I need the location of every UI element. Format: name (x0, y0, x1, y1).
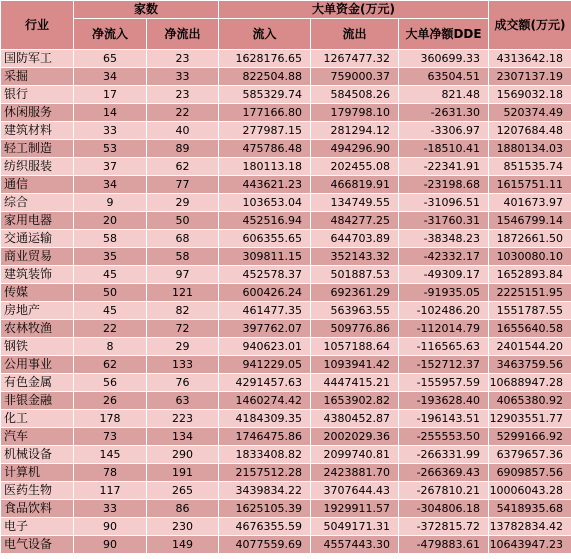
cell-turnover: 851535.74 (489, 158, 571, 176)
cell-inflow: 1746475.86 (219, 428, 311, 446)
cell-turnover: 12903551.77 (489, 410, 571, 428)
cell-net-dde: -49309.17 (399, 266, 489, 284)
cell-net-dde: -18510.41 (399, 140, 489, 158)
cell-turnover: 1615751.11 (489, 176, 571, 194)
table-row (1, 140, 571, 158)
cell-net-dde: -372815.72 (399, 518, 489, 536)
cell-industry: 机械设备 (1, 446, 74, 464)
table-row (1, 446, 571, 464)
cell-net-in-count: 37 (74, 158, 147, 176)
cell-inflow: 4077559.69 (219, 536, 311, 554)
header-net-dde: 大单净额DDE (399, 19, 489, 50)
table-row (1, 86, 571, 104)
cell-net-out-count: 223 (147, 410, 219, 428)
cell-turnover: 401673.97 (489, 194, 571, 212)
cell-turnover: 4313642.18 (489, 50, 571, 68)
cell-net-dde: -31760.31 (399, 212, 489, 230)
cell-industry: 商业贸易 (1, 248, 74, 266)
header-count-group: 家数 (74, 1, 219, 19)
cell-net-in-count: 45 (74, 302, 147, 320)
table-row (1, 230, 571, 248)
cell-net-out-count: 23 (147, 50, 219, 68)
cell-industry: 房地产 (1, 302, 74, 320)
cell-inflow: 461477.35 (219, 302, 311, 320)
cell-turnover: 3463759.56 (489, 356, 571, 374)
header-net-out-count: 净流出 (147, 19, 219, 50)
table-row (1, 518, 571, 536)
cell-net-out-count: 89 (147, 140, 219, 158)
cell-net-in-count: 58 (74, 230, 147, 248)
cell-net-dde: -23198.68 (399, 176, 489, 194)
table-row (1, 284, 571, 302)
cell-net-out-count: 63 (147, 392, 219, 410)
cell-net-out-count: 77 (147, 176, 219, 194)
cell-net-in-count: 17 (74, 86, 147, 104)
table-row (1, 356, 571, 374)
cell-net-out-count: 29 (147, 338, 219, 356)
cell-turnover: 5418935.68 (489, 500, 571, 518)
cell-net-out-count: 72 (147, 320, 219, 338)
cell-inflow: 4291457.63 (219, 374, 311, 392)
cell-turnover: 1551787.55 (489, 302, 571, 320)
header-industry: 行业 (1, 1, 74, 50)
cell-outflow: 2002029.36 (311, 428, 399, 446)
cell-net-dde: -304806.18 (399, 500, 489, 518)
cell-outflow: 281294.12 (311, 122, 399, 140)
cell-net-out-count: 230 (147, 518, 219, 536)
cell-net-out-count: 33 (147, 68, 219, 86)
cell-outflow: 179798.10 (311, 104, 399, 122)
table-row (1, 302, 571, 320)
table-row (1, 194, 571, 212)
cell-industry: 轻工制造 (1, 140, 74, 158)
cell-outflow: 1929911.57 (311, 500, 399, 518)
cell-outflow: 1653902.82 (311, 392, 399, 410)
header-inflow: 流入 (219, 19, 311, 50)
cell-industry: 电子 (1, 518, 74, 536)
cell-outflow: 1057188.64 (311, 338, 399, 356)
cell-turnover: 6379657.36 (489, 446, 571, 464)
table-row (1, 410, 571, 428)
cell-outflow: 584508.26 (311, 86, 399, 104)
cell-inflow: 585329.74 (219, 86, 311, 104)
cell-net-in-count: 56 (74, 374, 147, 392)
cell-net-in-count: 8 (74, 338, 147, 356)
cell-inflow: 1460274.42 (219, 392, 311, 410)
cell-turnover: 2225151.95 (489, 284, 571, 302)
cell-outflow: 692361.29 (311, 284, 399, 302)
cell-net-out-count: 40 (147, 122, 219, 140)
cell-industry: 钢铁 (1, 338, 74, 356)
cell-net-dde: -102486.20 (399, 302, 489, 320)
cell-net-out-count: 86 (147, 500, 219, 518)
cell-net-dde: -38348.23 (399, 230, 489, 248)
cell-outflow: 1093941.42 (311, 356, 399, 374)
cell-industry: 家用电器 (1, 212, 74, 230)
cell-net-dde: -266369.43 (399, 464, 489, 482)
cell-industry: 非银金融 (1, 392, 74, 410)
cell-turnover: 6909857.56 (489, 464, 571, 482)
cell-industry: 交通运输 (1, 230, 74, 248)
cell-outflow: 2099740.81 (311, 446, 399, 464)
cell-industry: 建筑装饰 (1, 266, 74, 284)
cell-net-in-count: 34 (74, 68, 147, 86)
cell-inflow: 475786.48 (219, 140, 311, 158)
cell-outflow: 501887.53 (311, 266, 399, 284)
cell-industry: 国防军工 (1, 50, 74, 68)
cell-net-dde: -193628.40 (399, 392, 489, 410)
cell-net-dde: -91935.05 (399, 284, 489, 302)
table-row (1, 212, 571, 230)
table-row (1, 392, 571, 410)
header-net-in-count: 净流入 (74, 19, 147, 50)
cell-net-out-count: 23 (147, 86, 219, 104)
table-row (1, 536, 571, 554)
table-row (1, 266, 571, 284)
table-header (1, 1, 571, 50)
cell-turnover: 2307137.19 (489, 68, 571, 86)
cell-net-out-count: 290 (147, 446, 219, 464)
cell-industry: 综合 (1, 194, 74, 212)
cell-outflow: 509776.86 (311, 320, 399, 338)
cell-net-out-count: 121 (147, 284, 219, 302)
cell-net-in-count: 65 (74, 50, 147, 68)
cell-inflow: 1628176.65 (219, 50, 311, 68)
cell-inflow: 277987.15 (219, 122, 311, 140)
table-row (1, 500, 571, 518)
cell-net-out-count: 134 (147, 428, 219, 446)
cell-inflow: 4184309.35 (219, 410, 311, 428)
cell-net-in-count: 33 (74, 500, 147, 518)
table-row (1, 338, 571, 356)
table-row (1, 158, 571, 176)
cell-net-dde: -22341.91 (399, 158, 489, 176)
cell-net-in-count: 33 (74, 122, 147, 140)
cell-inflow: 177166.80 (219, 104, 311, 122)
cell-industry: 休闲服务 (1, 104, 74, 122)
table-row (1, 428, 571, 446)
table-row (1, 482, 571, 500)
cell-industry: 汽车 (1, 428, 74, 446)
cell-industry: 食品饮料 (1, 500, 74, 518)
cell-outflow: 202455.08 (311, 158, 399, 176)
cell-inflow: 452578.37 (219, 266, 311, 284)
cell-net-in-count: 117 (74, 482, 147, 500)
cell-net-in-count: 14 (74, 104, 147, 122)
cell-net-out-count: 68 (147, 230, 219, 248)
cell-inflow: 941229.05 (219, 356, 311, 374)
cell-net-dde: -155957.59 (399, 374, 489, 392)
cell-net-out-count: 265 (147, 482, 219, 500)
cell-outflow: 134749.55 (311, 194, 399, 212)
cell-net-in-count: 9 (74, 194, 147, 212)
cell-net-out-count: 50 (147, 212, 219, 230)
table-row (1, 464, 571, 482)
cell-industry: 有色金属 (1, 374, 74, 392)
cell-net-dde: -112014.79 (399, 320, 489, 338)
cell-net-in-count: 178 (74, 410, 147, 428)
header-big-fund-group: 大单资金(万元) (219, 1, 489, 19)
cell-industry: 银行 (1, 86, 74, 104)
cell-turnover: 520374.49 (489, 104, 571, 122)
cell-industry: 医药生物 (1, 482, 74, 500)
table-row (1, 68, 571, 86)
cell-net-out-count: 97 (147, 266, 219, 284)
cell-turnover: 1652893.84 (489, 266, 571, 284)
cell-net-out-count: 82 (147, 302, 219, 320)
cell-outflow: 5049171.31 (311, 518, 399, 536)
table-row (1, 176, 571, 194)
cell-industry: 公用事业 (1, 356, 74, 374)
cell-net-out-count: 29 (147, 194, 219, 212)
cell-net-in-count: 145 (74, 446, 147, 464)
cell-inflow: 822504.88 (219, 68, 311, 86)
table-body (1, 50, 571, 554)
cell-turnover: 4065380.92 (489, 392, 571, 410)
cell-turnover: 5299166.92 (489, 428, 571, 446)
cell-net-dde: -196143.51 (399, 410, 489, 428)
cell-inflow: 2157512.28 (219, 464, 311, 482)
cell-inflow: 180113.18 (219, 158, 311, 176)
cell-inflow: 606355.65 (219, 230, 311, 248)
cell-net-dde: -255553.50 (399, 428, 489, 446)
cell-industry: 通信 (1, 176, 74, 194)
table-row (1, 374, 571, 392)
cell-inflow: 1833408.82 (219, 446, 311, 464)
cell-net-out-count: 149 (147, 536, 219, 554)
cell-inflow: 3439834.22 (219, 482, 311, 500)
cell-outflow: 3707644.43 (311, 482, 399, 500)
cell-net-in-count: 20 (74, 212, 147, 230)
cell-turnover: 1030080.10 (489, 248, 571, 266)
cell-outflow: 4557443.30 (311, 536, 399, 554)
table-row (1, 320, 571, 338)
cell-industry: 纺织服装 (1, 158, 74, 176)
cell-outflow: 4447415.21 (311, 374, 399, 392)
cell-inflow: 4676355.59 (219, 518, 311, 536)
cell-net-out-count: 22 (147, 104, 219, 122)
header-outflow: 流出 (311, 19, 399, 50)
cell-outflow: 352143.32 (311, 248, 399, 266)
cell-net-out-count: 62 (147, 158, 219, 176)
cell-turnover: 10006043.28 (489, 482, 571, 500)
cell-net-in-count: 78 (74, 464, 147, 482)
cell-net-dde: -42332.17 (399, 248, 489, 266)
cell-net-out-count: 133 (147, 356, 219, 374)
cell-net-out-count: 191 (147, 464, 219, 482)
cell-net-dde: -2631.30 (399, 104, 489, 122)
cell-turnover: 2401544.20 (489, 338, 571, 356)
cell-inflow: 1625105.39 (219, 500, 311, 518)
cell-inflow: 443621.23 (219, 176, 311, 194)
cell-inflow: 452516.94 (219, 212, 311, 230)
cell-inflow: 940623.01 (219, 338, 311, 356)
cell-outflow: 759000.37 (311, 68, 399, 86)
table-row (1, 104, 571, 122)
cell-net-dde: -31096.51 (399, 194, 489, 212)
cell-net-in-count: 73 (74, 428, 147, 446)
cell-net-in-count: 62 (74, 356, 147, 374)
cell-net-dde: 63504.51 (399, 68, 489, 86)
cell-industry: 采掘 (1, 68, 74, 86)
cell-outflow: 4380452.87 (311, 410, 399, 428)
cell-net-dde: -266331.99 (399, 446, 489, 464)
cell-net-in-count: 34 (74, 176, 147, 194)
cell-outflow: 494296.90 (311, 140, 399, 158)
cell-outflow: 1267477.32 (311, 50, 399, 68)
cell-turnover: 10688947.28 (489, 374, 571, 392)
cell-net-in-count: 53 (74, 140, 147, 158)
cell-turnover: 1569032.18 (489, 86, 571, 104)
cell-turnover: 1546799.14 (489, 212, 571, 230)
cell-net-out-count: 58 (147, 248, 219, 266)
cell-outflow: 644703.89 (311, 230, 399, 248)
cell-turnover: 13782834.42 (489, 518, 571, 536)
cell-net-dde: -479883.61 (399, 536, 489, 554)
cell-outflow: 563963.55 (311, 302, 399, 320)
cell-net-out-count: 76 (147, 374, 219, 392)
cell-outflow: 2423881.70 (311, 464, 399, 482)
cell-outflow: 484277.25 (311, 212, 399, 230)
cell-inflow: 397762.07 (219, 320, 311, 338)
cell-net-dde: -116565.63 (399, 338, 489, 356)
table-row (1, 122, 571, 140)
cell-turnover: 1655640.58 (489, 320, 571, 338)
cell-turnover: 1880134.03 (489, 140, 571, 158)
table-row (1, 248, 571, 266)
cell-industry: 建筑材料 (1, 122, 74, 140)
cell-industry: 农林牧渔 (1, 320, 74, 338)
cell-net-in-count: 90 (74, 518, 147, 536)
header-turnover: 成交额(万元) (489, 1, 571, 50)
cell-outflow: 466819.91 (311, 176, 399, 194)
cell-industry: 化工 (1, 410, 74, 428)
cell-net-in-count: 26 (74, 392, 147, 410)
cell-industry: 传媒 (1, 284, 74, 302)
cell-net-in-count: 45 (74, 266, 147, 284)
cell-net-in-count: 50 (74, 284, 147, 302)
cell-net-dde: 360699.33 (399, 50, 489, 68)
cell-turnover: 1872661.50 (489, 230, 571, 248)
cell-inflow: 103653.04 (219, 194, 311, 212)
cell-net-dde: -267810.21 (399, 482, 489, 500)
cell-turnover: 10643947.23 (489, 536, 571, 554)
cell-net-in-count: 90 (74, 536, 147, 554)
cell-industry: 电气设备 (1, 536, 74, 554)
cell-net-in-count: 22 (74, 320, 147, 338)
cell-net-dde: 821.48 (399, 86, 489, 104)
cell-net-in-count: 35 (74, 248, 147, 266)
cell-net-dde: -152712.37 (399, 356, 489, 374)
cell-net-dde: -3306.97 (399, 122, 489, 140)
cell-turnover: 1207684.48 (489, 122, 571, 140)
table-row (1, 50, 571, 68)
cell-industry: 计算机 (1, 464, 74, 482)
cell-inflow: 309811.15 (219, 248, 311, 266)
cell-inflow: 600426.24 (219, 284, 311, 302)
